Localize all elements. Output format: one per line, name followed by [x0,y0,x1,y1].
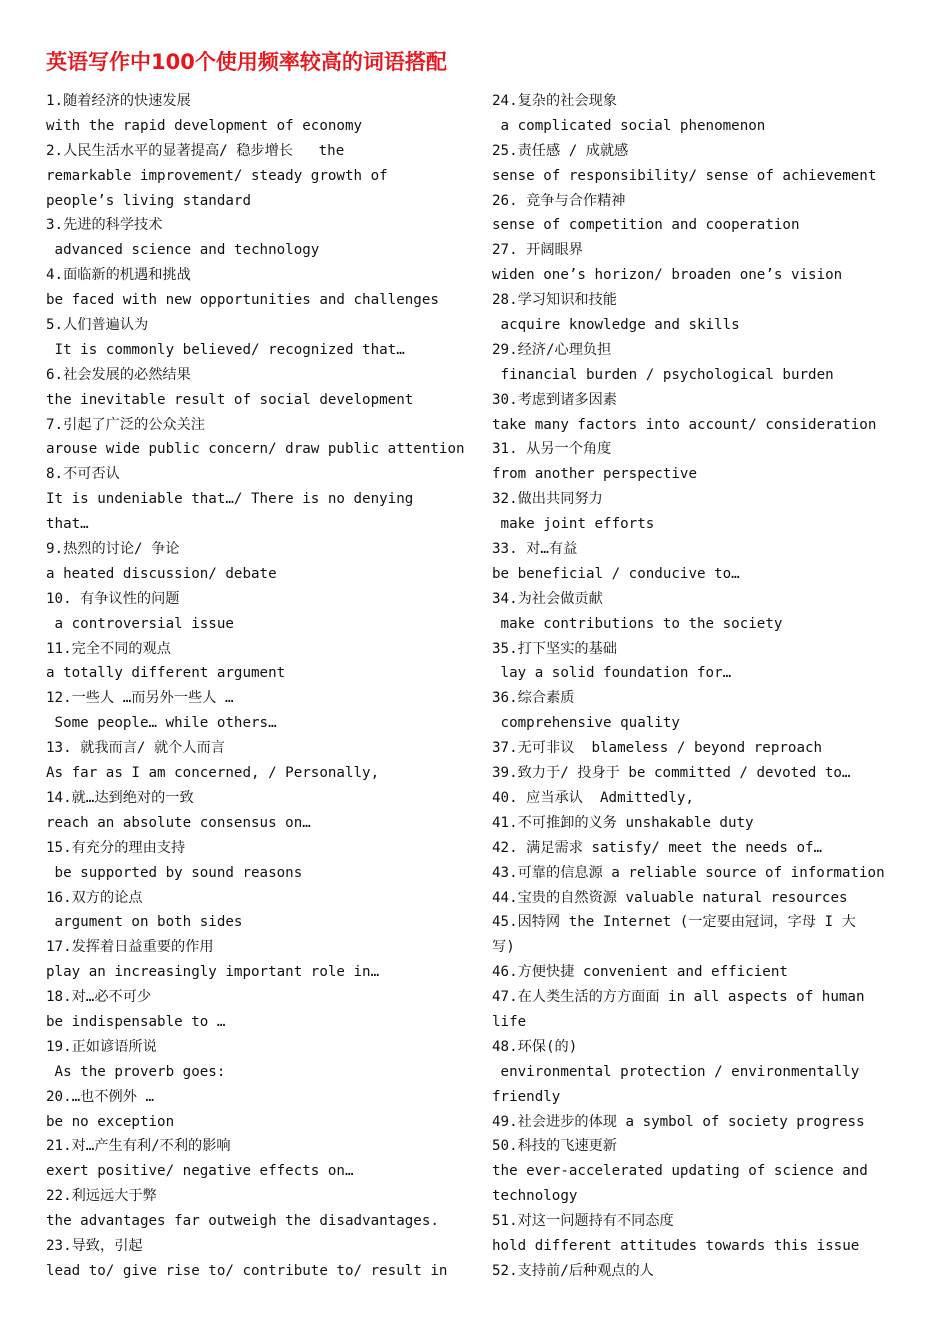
text-line: 37.无可非议 blameless / beyond reproach [492,740,823,757]
text-line: 46.方便快捷 convenient and efficient [492,964,788,981]
text-line: take many factors into account/ consideration [492,416,877,433]
text-line: friendly [492,1088,561,1105]
text-line: arouse wide public concern/ draw public attention [46,441,465,458]
text-line: 9.热烈的讨论/ 争论 [46,541,180,558]
left-column [46,89,476,1284]
text-line: 2.人民生活水平的显著提高/ 稳步增长 the [46,142,345,159]
text-line: 23.导致，引起 [46,1237,143,1254]
text-line: argument on both sides [46,914,243,931]
text-line: the ever-accelerated updating of science and [492,1163,868,1180]
text-line: 14.就…达到绝对的一致 [46,789,194,806]
text-line: 1.随着经济的快速发展 [46,93,191,109]
text-line: 52.支持前/后种观点的人 [492,1262,654,1279]
text-line: advanced science and technology [46,242,320,259]
text-line: 22.利远远大于弊 [46,1188,157,1205]
text-line: that… [46,516,89,533]
text-line: widen one’s horizon/ broaden one’s vision [492,267,843,284]
text-line: from another perspective [492,466,697,483]
text-line: be supported by sound reasons [46,864,303,881]
text-line: exert positive/ negative effects on… [46,1163,354,1180]
text-line: 16.双方的论点 [46,889,143,906]
text-line: 26. 竞争与合作精神 [492,192,626,209]
text-line: a complicated social phenomenon [492,117,766,134]
text-line: financial burden / psychological burden [492,366,834,383]
text-line: 30.考虑到诸多因素 [492,391,617,408]
text-line: 51.对这一问题持有不同态度 [492,1213,674,1230]
text-line: 17.发挥着日益重要的作用 [46,939,214,956]
text-line: Some people… while others… [46,715,277,732]
text-line: 41.不可推卸的义务 unshakable duty [492,814,754,831]
text-line: 39.致力于/ 投身于 be committed / devoted to… [492,765,851,782]
text-line: 4.面临新的机遇和挑战 [46,267,191,284]
text-line: acquire knowledge and skills [492,317,740,334]
text-line: 25.责任感 / 成就感 [492,142,629,159]
text-line: 36.综合素质 [492,690,575,707]
text-line: 49.社会进步的体现 a symbol of society progress [492,1113,865,1130]
text-line: 11.完全不同的观点 [46,640,171,657]
text-line: 40. 应当承认 Admittedly, [492,789,694,806]
text-line: technology [492,1188,578,1205]
document-title: 英语写作中100个使用频率较高的词语搭配 [46,50,447,74]
text-line: 29.经济/心理负担 [492,341,612,358]
text-line: make contributions to the society [492,615,783,632]
text-line: a controversial issue [46,615,234,632]
text-line: sense of competition and cooperation [492,217,800,234]
text-line: 28.学习知识和技能 [492,292,617,309]
text-line: 43.可靠的信息源 a reliable source of information [492,864,885,881]
text-line: 44.宝贵的自然资源 valuable natural resources [492,889,848,906]
text-line: 31. 从另一个角度 [492,441,612,458]
text-line: be beneficial / conducive to… [492,565,740,582]
text-line: 10. 有争议性的问题 [46,590,180,607]
text-line: 42. 满足需求 satisfy/ meet the needs of… [492,839,823,856]
text-line: 24.复杂的社会现象 [492,93,617,109]
text-line: be indispensable to … [46,1013,226,1030]
text-line: be no exception [46,1113,175,1130]
text-line: 12.一些人 …而另外一些人 … [46,690,234,707]
text-line: remarkable improvement/ steady growth of [46,167,388,184]
right-column [492,89,922,1284]
text-line: 48.环保(的) [492,1038,578,1055]
text-line: life [492,1013,527,1030]
text-line: 5.人们普遍认为 [46,317,149,334]
text-line: It is undeniable that…/ There is no denying [46,491,414,508]
text-line: the advantages far outweigh the disadvantages. [46,1213,439,1230]
text-line: 20.…也不例外 … [46,1088,154,1105]
text-line: 7.引起了广泛的公众关注 [46,416,205,433]
text-line: people’s living standard [46,192,251,209]
text-line: 3.先进的科学技术 [46,217,163,234]
text-line: It is commonly believed/ recognized that… [46,341,405,358]
text-line: a heated discussion/ debate [46,565,277,582]
text-line: 6.社会发展的必然结果 [46,366,191,383]
text-line: make joint efforts [492,516,655,533]
text-line: reach an absolute consensus on… [46,814,311,831]
text-line: 18.对…必不可少 [46,989,152,1006]
text-line: 8.不可否认 [46,466,120,483]
text-line: with the rapid development of economy [46,117,363,134]
text-line: As far as I am concerned, / Personally, [46,765,380,782]
text-line: 21.对…产生有利/不利的影响 [46,1138,231,1155]
text-line: comprehensive quality [492,715,680,732]
text-line: 写) [492,939,515,956]
text-line: 27. 开阔眼界 [492,242,583,259]
text-line: 35.打下坚实的基础 [492,640,617,657]
text-line: sense of responsibility/ sense of achievement [492,167,877,184]
text-line: 47.在人类生活的方方面面 in all aspects of human [492,989,865,1006]
text-line: lay a solid foundation for… [492,665,732,682]
text-line: 33. 对…有益 [492,541,578,558]
text-line: 15.有充分的理由支持 [46,839,186,856]
text-line: lead to/ give rise to/ contribute to/ result in [46,1262,448,1279]
text-line: 34.为社会做贡献 [492,590,603,607]
text-line: As the proverb goes: [46,1063,226,1080]
text-line: 19.正如谚语所说 [46,1038,157,1055]
text-line: 45.因特网 the Internet (一定要由冠词，字母 I 大 [492,914,856,931]
text-line: hold different attitudes towards this issue [492,1237,860,1254]
text-line: a totally different argument [46,665,286,682]
text-line: the inevitable result of social development [46,391,414,408]
text-line: 13. 就我而言/ 就个人而言 [46,740,225,757]
text-line: environmental protection / environmentally [492,1063,860,1080]
text-line: 50.科技的飞速更新 [492,1138,617,1155]
text-line: play an increasingly important role in… [46,964,380,981]
text-line: be faced with new opportunities and challenges [46,292,439,309]
text-line: 32.做出共同努力 [492,491,603,508]
